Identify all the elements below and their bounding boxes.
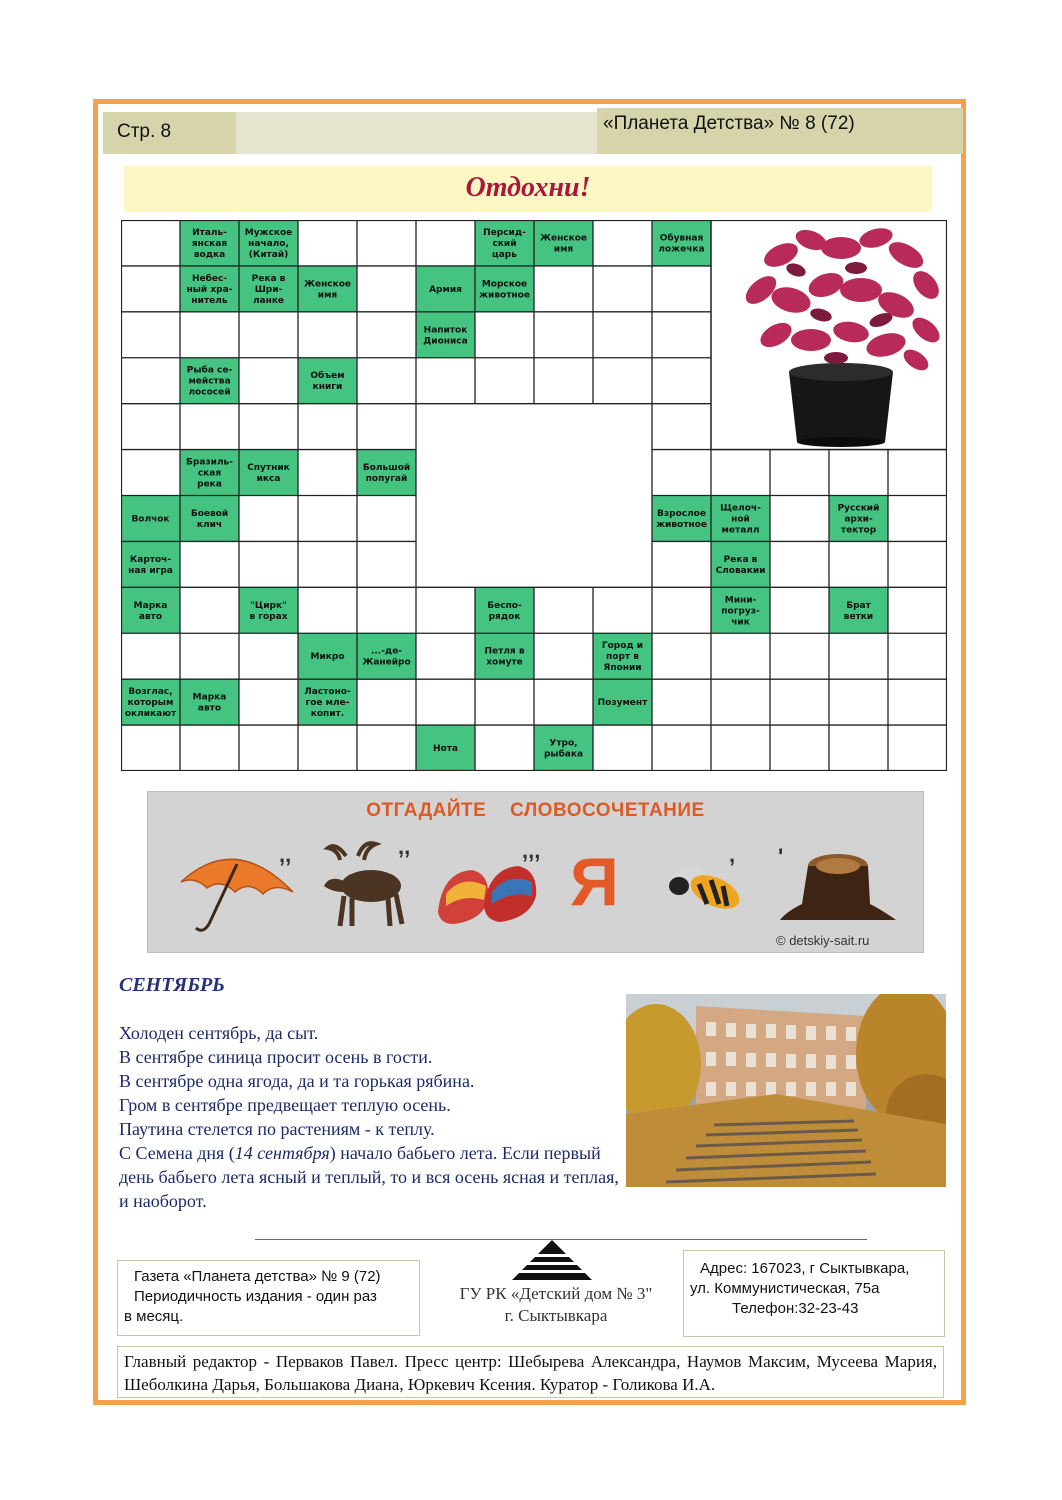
clue-text: Италь- bbox=[192, 227, 227, 238]
clue-text: имя bbox=[317, 290, 338, 301]
clue-text: "Цирк" bbox=[250, 600, 287, 611]
clue-text: Большой bbox=[362, 463, 411, 474]
autumn-school-photo bbox=[626, 994, 946, 1187]
issue-title: «Планета Детства» № 8 (72) bbox=[603, 113, 855, 134]
clue-cell bbox=[534, 725, 593, 771]
saying-date: 14 сентября bbox=[234, 1143, 330, 1163]
clue-cell bbox=[357, 633, 416, 679]
clue-text: Марка bbox=[192, 692, 227, 703]
newspaper-periodicity-end: в месяц. bbox=[124, 1308, 184, 1325]
clue-cell bbox=[298, 358, 357, 404]
clue-cell bbox=[298, 679, 357, 725]
clue-text: (Китай) bbox=[248, 249, 289, 260]
clue-text: порт в bbox=[606, 652, 639, 663]
clue-cell bbox=[475, 587, 534, 633]
clue-cell bbox=[416, 725, 475, 771]
clue-text: гое мле- bbox=[305, 698, 350, 709]
clue-text: тектор bbox=[840, 525, 877, 536]
clue-cell bbox=[239, 220, 298, 266]
clue-text: имя bbox=[553, 244, 574, 255]
clue-text: нитель bbox=[191, 295, 228, 306]
clue-text: которым bbox=[127, 698, 174, 709]
clue-cell bbox=[121, 679, 180, 725]
clue-text: начало, bbox=[248, 238, 289, 249]
orphanage-name-line: ГУ РК «Детский дом № 3" bbox=[459, 1284, 653, 1303]
clue-cell bbox=[180, 266, 239, 312]
clue-text: Боевой bbox=[190, 508, 229, 519]
clue-text: архи- bbox=[844, 514, 873, 525]
clue-cell bbox=[593, 633, 652, 679]
saying-line: В сентябре одна ягода, да и та горькая рябина. bbox=[119, 1071, 475, 1091]
clue-cell bbox=[829, 587, 888, 633]
clue-text: окликают bbox=[124, 709, 177, 720]
clue-cell bbox=[180, 220, 239, 266]
clue-text: металл bbox=[721, 525, 760, 536]
letter-ya-icon: Я bbox=[570, 844, 619, 920]
clue-cell bbox=[475, 220, 534, 266]
clue-text: икса bbox=[256, 474, 281, 485]
clue-text: Нота bbox=[432, 744, 459, 755]
orphanage-city: г. Сыктывкара bbox=[504, 1306, 608, 1325]
saying-line: В сентябре синица просит осень в гости. bbox=[119, 1047, 433, 1067]
clue-cell bbox=[711, 541, 770, 587]
clue-cell bbox=[711, 496, 770, 542]
clue-text: копит. bbox=[310, 709, 345, 720]
clue-cell bbox=[121, 587, 180, 633]
phone-line: Телефон:32-23-43 bbox=[732, 1300, 859, 1317]
clue-text: Спутник bbox=[247, 463, 290, 474]
moose-icon bbox=[316, 838, 426, 930]
clue-text: животное bbox=[656, 519, 707, 530]
newspaper-info-box bbox=[117, 1260, 420, 1336]
clue-text: хомуте bbox=[486, 657, 523, 668]
clue-cell bbox=[298, 266, 357, 312]
clue-text: янская bbox=[191, 238, 228, 249]
clue-text: чик bbox=[731, 617, 750, 628]
clue-cell bbox=[121, 541, 180, 587]
stump-icon bbox=[772, 846, 902, 926]
clue-text: ной bbox=[731, 514, 750, 525]
clue-text: Позумент bbox=[597, 698, 648, 709]
newspaper-name: Газета «Планета детства» № 9 (72) bbox=[134, 1268, 381, 1285]
clue-text: Небес- bbox=[191, 273, 228, 284]
clue-text: попугай bbox=[365, 474, 408, 485]
crossword-center-blank bbox=[417, 403, 651, 587]
clue-cell bbox=[652, 496, 711, 542]
address-box bbox=[683, 1250, 945, 1337]
clue-text: Щелоч- bbox=[720, 503, 761, 514]
clue-cell bbox=[534, 220, 593, 266]
clue-cell bbox=[829, 496, 888, 542]
svg-text:,,: ,, bbox=[279, 842, 292, 867]
clue-text: Мужское bbox=[244, 227, 293, 238]
editorial-credits: Главный редактор - Перваков Павел. Пресс центр: Шебырева Александра, Наумов Максим, Мусеева Мария, Шеболкина Дарья, Большакова Диана, Юркевич Ксения. Куратор - Голикова И.А. bbox=[117, 1346, 944, 1398]
saying-line: Холоден сентябрь, да сыт. bbox=[119, 1023, 319, 1043]
clue-text: ...-де- bbox=[370, 646, 403, 657]
clue-text: в горах bbox=[249, 611, 288, 622]
september-heading: СЕНТЯБРЬ bbox=[119, 974, 225, 996]
orphanage-logo bbox=[512, 1240, 592, 1282]
clue-cell bbox=[180, 496, 239, 542]
clue-text: ская bbox=[197, 468, 222, 479]
clue-text: Женское bbox=[539, 233, 588, 244]
clue-text: Армия bbox=[429, 284, 462, 295]
saying-line: Гром в сентябре предвещает теплую осень. bbox=[119, 1095, 451, 1115]
wasp-icon bbox=[655, 848, 750, 928]
clue-text: животное bbox=[479, 290, 530, 301]
crossword-grid bbox=[121, 220, 947, 771]
clue-text: Волчок bbox=[131, 514, 170, 525]
clue-cell bbox=[711, 587, 770, 633]
clue-text: Возглас, bbox=[128, 687, 173, 698]
newspaper-periodicity: Периодичность издания - один раз bbox=[134, 1288, 377, 1305]
clue-cell bbox=[239, 266, 298, 312]
clue-text: царь bbox=[492, 249, 517, 260]
clue-cell bbox=[180, 450, 239, 496]
clue-text: авто bbox=[197, 703, 222, 714]
clue-text: Беспо- bbox=[487, 600, 522, 611]
clue-text: Брат bbox=[846, 600, 871, 611]
clue-text: Микро bbox=[310, 652, 345, 663]
clue-cell bbox=[475, 633, 534, 679]
clue-text: Город и bbox=[601, 641, 644, 652]
clue-text: Обувная bbox=[659, 233, 704, 244]
svg-text:,,,: ,,, bbox=[522, 842, 541, 863]
clue-text: лососей bbox=[188, 387, 231, 398]
clue-text: погруз- bbox=[721, 606, 760, 617]
clue-cell bbox=[239, 450, 298, 496]
clue-text: Взрослое bbox=[657, 508, 706, 519]
clue-text: Река в bbox=[723, 554, 758, 565]
clue-text: Река в bbox=[251, 273, 286, 284]
clue-text: Объем bbox=[310, 371, 345, 382]
clue-text: ветки bbox=[843, 611, 874, 622]
clue-cell bbox=[121, 496, 180, 542]
clue-text: ский bbox=[492, 238, 517, 249]
clue-text: Японии bbox=[603, 663, 642, 674]
svg-text:,: , bbox=[729, 848, 736, 867]
clue-text: водка bbox=[193, 249, 226, 260]
saying-text: С Семена дня ( bbox=[119, 1143, 235, 1163]
slippers-icon bbox=[432, 842, 552, 932]
address-line: Адрес: 167023, г Сыктывкара, bbox=[700, 1260, 910, 1277]
svg-text:,,: ,, bbox=[398, 838, 411, 859]
clue-text: Русский bbox=[837, 503, 880, 514]
svg-text:': ' bbox=[778, 846, 784, 869]
page-number: Стр. 8 bbox=[117, 121, 172, 142]
clue-text: ложечка bbox=[658, 244, 705, 255]
clue-text: Рыба се- bbox=[186, 365, 233, 376]
clue-text: Словакии bbox=[715, 565, 766, 576]
clue-cell bbox=[180, 679, 239, 725]
clue-text: Карточ- bbox=[129, 554, 172, 565]
umbrella-icon bbox=[175, 842, 300, 942]
clue-cell bbox=[180, 358, 239, 404]
clue-text: рядок bbox=[488, 611, 521, 622]
clue-cell bbox=[416, 266, 475, 312]
clue-cell bbox=[416, 312, 475, 358]
clue-text: книги bbox=[312, 382, 343, 393]
clue-text: Морское bbox=[481, 279, 528, 290]
rebus-title: ОТГАДАЙТЕ СЛОВОСОЧЕТАНИЕ bbox=[366, 800, 705, 821]
clue-cell bbox=[475, 266, 534, 312]
saying-text: ) начало бабьего лета. Если первый день бабьего лета ясный и теплый, то и вся осень ясная и теплая, и наоборот. bbox=[119, 1143, 619, 1211]
clue-cell bbox=[298, 633, 357, 679]
clue-text: рыбака bbox=[543, 749, 584, 760]
clue-text: Персид- bbox=[483, 227, 526, 238]
header-bar bbox=[236, 112, 597, 154]
clue-text: Ластоно- bbox=[304, 687, 351, 698]
clue-text: Шри- bbox=[254, 284, 283, 295]
orphanage-name bbox=[436, 1283, 676, 1327]
clue-cell bbox=[593, 679, 652, 725]
saying-paragraph bbox=[119, 1141, 619, 1213]
clue-cell bbox=[652, 220, 711, 266]
street-line: ул. Коммунистическая, 75а bbox=[690, 1280, 880, 1297]
september-sayings bbox=[119, 1021, 619, 1213]
clue-text: Утро, bbox=[549, 738, 578, 749]
clue-text: ланке bbox=[252, 295, 285, 306]
clue-text: Мини- bbox=[724, 595, 757, 606]
clue-text: Бразиль- bbox=[186, 457, 233, 468]
clue-text: река bbox=[197, 479, 222, 490]
clue-text: ный хра- bbox=[186, 284, 233, 295]
clue-cell bbox=[239, 587, 298, 633]
section-title: Отдохни! bbox=[465, 172, 591, 203]
clue-text: Марка bbox=[133, 600, 168, 611]
clue-text: авто bbox=[138, 611, 163, 622]
clue-text: Петля в bbox=[484, 646, 525, 657]
rebus-credit: © detskiy-sait.ru bbox=[776, 933, 870, 948]
clue-text: Напиток bbox=[423, 325, 468, 336]
clue-text: Женское bbox=[303, 279, 352, 290]
clue-cell bbox=[357, 450, 416, 496]
clue-text: Диониса bbox=[423, 336, 468, 347]
clue-text: клич bbox=[196, 519, 223, 530]
clue-text: Жанейро bbox=[362, 657, 411, 668]
saying-line: Паутина стелется по растениям - к теплу. bbox=[119, 1119, 435, 1139]
clue-text: ная игра bbox=[128, 565, 173, 576]
clue-text: мейства bbox=[188, 376, 231, 387]
